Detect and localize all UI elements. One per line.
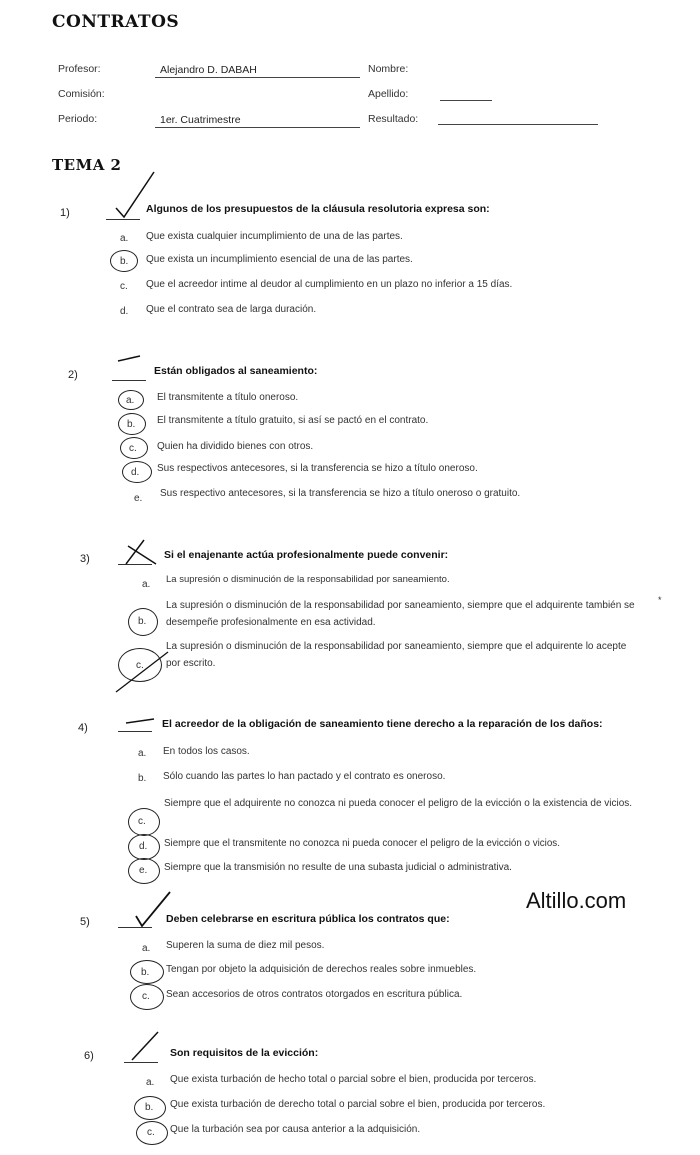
question-number: 5) <box>80 916 90 928</box>
question-number: 2) <box>68 369 78 381</box>
option-letter: a. <box>120 233 129 244</box>
profesor-value: Alejandro D. DABAH <box>160 64 257 76</box>
option-text: Que exista cualquier incumplimiento de una de las partes. <box>146 231 403 242</box>
option-letter: b. <box>120 256 129 267</box>
option-letter: e. <box>139 865 148 876</box>
option-letter: c. <box>129 443 137 454</box>
option-letter: c. <box>142 991 150 1002</box>
option-letter: a. <box>142 579 151 590</box>
question-text: Deben celebrarse en escritura pública los contratos que: <box>166 913 450 925</box>
option-letter: b. <box>145 1102 154 1113</box>
periodo-value: 1er. Cuatrimestre <box>160 114 241 126</box>
cross-mark <box>120 538 160 568</box>
option-letter: c. <box>147 1127 155 1138</box>
option-letter: a. <box>142 943 151 954</box>
option-text: Que el contrato sea de larga duración. <box>146 304 317 315</box>
stray-mark: * <box>658 595 662 605</box>
option-letter: c. <box>138 816 146 827</box>
resultado-underline <box>438 124 598 125</box>
question-text: Algunos de los presupuestos de la cláusula resolutoria expresa son: <box>146 203 490 215</box>
option-text: Sus respectivo antecesores, si la transferencia se hizo a título oneroso o gratuito. <box>160 488 521 499</box>
option-text: Siempre que el adquirente no conozca ni pueda conocer el peligro de la evicción o la existencia de vicios. <box>164 798 633 809</box>
option-letter: a. <box>138 748 147 759</box>
option-letter: d. <box>131 467 140 478</box>
option-letter: e. <box>134 493 143 504</box>
periodo-underline <box>155 127 360 128</box>
question-number: 1) <box>60 207 70 219</box>
option-text: Que el acreedor intime al deudor al cumplimiento en un plazo no inferior a 15 días. <box>146 279 513 290</box>
answer-blank <box>118 731 152 732</box>
option-text: Que exista turbación de derecho total o parcial sobre el bien, producida por terceros. <box>170 1099 546 1110</box>
apellido-label: Apellido: <box>368 88 409 100</box>
option-text: La supresión o disminución de la responsabilidad por saneamiento. <box>166 574 450 585</box>
option-text: Superen la suma de diez mil pesos. <box>166 940 325 951</box>
option-text: Quien ha dividido bienes con otros. <box>157 441 314 452</box>
option-letter: a. <box>146 1077 155 1088</box>
option-text: El transmitente a título oneroso. <box>157 392 299 403</box>
option-letter: d. <box>139 841 148 852</box>
option-text: Sólo cuando las partes lo han pactado y el contrato es oneroso. <box>163 771 446 782</box>
question-text: Están obligados al saneamiento: <box>154 365 318 377</box>
resultado-label: Resultado: <box>368 113 419 125</box>
question-number: 4) <box>78 722 88 734</box>
question-number: 3) <box>80 553 90 565</box>
option-letter: a. <box>126 395 135 406</box>
option-letter: b. <box>138 773 147 784</box>
option-text: Que exista un incumplimiento esencial de una de las partes. <box>146 254 413 265</box>
option-text: Siempre que el transmitente no conozca ni pueda conocer el peligro de la evicción o vicios. <box>164 838 560 849</box>
option-text: Que la turbación sea por causa anterior a la adquisición. <box>170 1124 421 1135</box>
dash-mark <box>124 716 158 726</box>
option-text: La supresión o disminución de la responsabilidad por saneamiento, siempre que el adquirente lo acepte por escrito. <box>166 641 627 669</box>
question-text: Son requisitos de la evicción: <box>170 1047 319 1059</box>
profesor-underline <box>155 77 360 78</box>
question-text: El acreedor de la obligación de saneamiento tiene derecho a la reparación de los daños: <box>162 718 603 730</box>
check-mark <box>130 1030 162 1066</box>
option-letter: b. <box>127 419 136 430</box>
option-text: Que exista turbación de hecho total o parcial sobre el bien, producida por terceros. <box>170 1074 537 1085</box>
option-text: Siempre que la transmisión no resulte de una subasta judicial o administrativa. <box>164 862 512 873</box>
option-letter: c. <box>136 660 144 671</box>
profesor-label: Profesor: <box>58 63 101 75</box>
option-text: Sus respectivos antecesores, si la transferencia se hizo a título oneroso. <box>157 463 478 474</box>
dash-mark <box>116 354 146 364</box>
nombre-label: Nombre: <box>368 63 409 75</box>
option-text: Sean accesorios de otros contratos otorgados en escritura pública. <box>166 989 463 1000</box>
comision-label: Comisión: <box>58 88 105 100</box>
option-text: La supresión o disminución de la responsabilidad por saneamiento, siempre que el adquirente también se desempeñe profesionalmente en esa actividad. <box>166 600 635 628</box>
option-letter: b. <box>141 967 150 978</box>
option-letter: d. <box>120 306 129 317</box>
periodo-label: Periodo: <box>58 113 98 125</box>
watermark: Altillo.com <box>526 888 627 913</box>
question-number: 6) <box>84 1050 94 1062</box>
option-text: En todos los casos. <box>163 746 250 757</box>
apellido-underline <box>440 100 492 101</box>
question-text: Si el enajenante actúa profesionalmente puede convenir: <box>164 549 449 561</box>
option-text: Tengan por objeto la adquisición de derechos reales sobre inmuebles. <box>166 964 477 975</box>
answer-blank <box>112 380 146 381</box>
option-text: El transmitente a título gratuito, si así se pactó en el contrato. <box>157 415 429 426</box>
option-letter: b. <box>138 616 147 627</box>
document-title: CONTRATOS <box>52 12 180 32</box>
strike-mark <box>112 650 172 696</box>
section-title: TEMA 2 <box>52 156 122 174</box>
option-letter: c. <box>120 281 128 292</box>
